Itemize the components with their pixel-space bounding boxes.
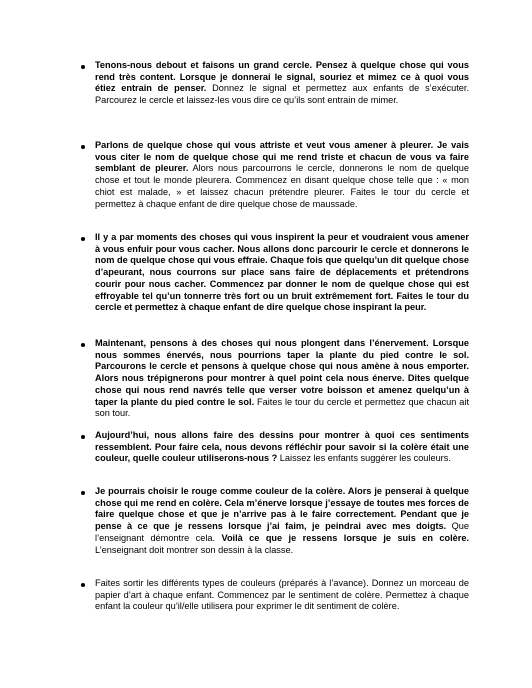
paragraph xyxy=(95,430,469,465)
bullet-icon xyxy=(81,145,85,149)
bold-text: Tenons-nous debout et faisons un grand cercle. Pensez à quelque chose qui vous rend très content. Lorsque je donnerai le signal, souriez et mimez ce à quoi vous étiez entrain de penser. xyxy=(95,60,469,94)
normal-text: Que l’enseignant démontre cela. xyxy=(95,521,470,543)
paragraph xyxy=(95,140,469,210)
normal-text: Faites le tour du cercle et permettez que chacun ait son tour. xyxy=(95,396,469,419)
paragraph xyxy=(95,60,469,107)
normal-text: Laissez les enfants suggérer les couleurs. xyxy=(277,453,451,464)
normal-text: L’enseignant doit montrer son dessin à la classe. xyxy=(95,544,294,555)
bullet-icon xyxy=(81,435,85,439)
normal-text: Donnez le signal et permettez aux enfants de s’exécuter. Parcourez le cercle et laissez-les vous dire ce qu’ils sont entrain de mimer. xyxy=(95,83,469,106)
bold-text: Il y a par moments des choses qui vous inspirent la peur et voudraient vous amener à vous enfuir pour vous cacher. Nous allons donc parcourir le cercle et donnerons le nom de quelque chose qui vous effraie. Chaque fois que quelqu’un dit quelque chose d’apeurant, nous courrons sur place sans faire de déplacements et prétendrons courir pour nous cacher. Commencez par donner le nom de quelque chose qui est effroyable tel qu’un tonnerre très fort ou un bruit extrêmement fort. Faites le tour du cercle et permettez à chaque enfant de dire quelque chose inspirant la peur. xyxy=(95,232,469,313)
normal-text: Alors nous parcourrons le cercle, donnerons le nom de quelque chose et tout le monde pleurera. Commencez en disant quelque chose telle que : « mon chiot est malade, » et laissez chacun prétendre pleurer. Faites le tour du cercle et permettez à chaque enfant de dire quelque chose de maussade. xyxy=(95,163,469,209)
normal-text: Faites sortir les différents types de couleurs (préparés à l’avance). Donnez un morceau de papier d’art à chaque enfant. Commencez par le sentiment de colère. Permettez à chaque enfant la couleur qu’il/elle utilisera pour exprimer le dit sentiment de colère. xyxy=(95,578,469,612)
bold-text: Je pourrais choisir le rouge comme couleur de la colère. Alors je penserai à quelque chose qui me rend en colère. Cela m’énerve lorsque j’essaye de toutes mes forces de faire quelque chose et que je n’arrive pas à le faire correctement. Pendant que je pense à ce que je ressens lorsque j’ai faim, je peindrai avec mes doigts. xyxy=(95,486,469,532)
bullet-icon xyxy=(81,343,85,347)
bold-text: Voilà ce que je ressens lorsque je suis en colère. xyxy=(221,532,469,543)
paragraph xyxy=(95,338,469,420)
bold-text: Maintenant, pensons à des choses qui nous plongent dans l’énervement. Lorsque nous sommes énervés, nous pourrions taper la plante du pied contre le sol. Parcourons le cercle et pensons à quelque chose qui nous amène à nous emporter. Alors nous trépignerons pour montrer à quel point cela nous énerve. Dites quelque chose qui nous rend navrés telle que verser votre boisson et amenez quelqu’un à taper la plante du pied contre le sol. xyxy=(95,338,469,407)
bullet-icon xyxy=(81,237,85,241)
bold-text: Aujourd’hui, nous allons faire des dessins pour montrer à quoi ces sentiments ressemblent. Pour faire cela, nous devons réfléchir pour savoir si la colère était une couleur, quelle couleur utiliserons-nous ? xyxy=(95,430,469,464)
paragraph xyxy=(95,232,469,314)
bullet-icon xyxy=(81,491,85,495)
bullet-icon xyxy=(81,583,85,587)
paragraph xyxy=(95,578,469,613)
bullet-icon xyxy=(81,65,85,69)
paragraph xyxy=(95,486,469,556)
bold-text: Parlons de quelque chose qui vous attriste et veut vous amener à pleurer. Je vais vous citer le nom de quelque chose qui me rend triste et chacun de vous va faire semblant de pleurer. xyxy=(95,140,469,174)
